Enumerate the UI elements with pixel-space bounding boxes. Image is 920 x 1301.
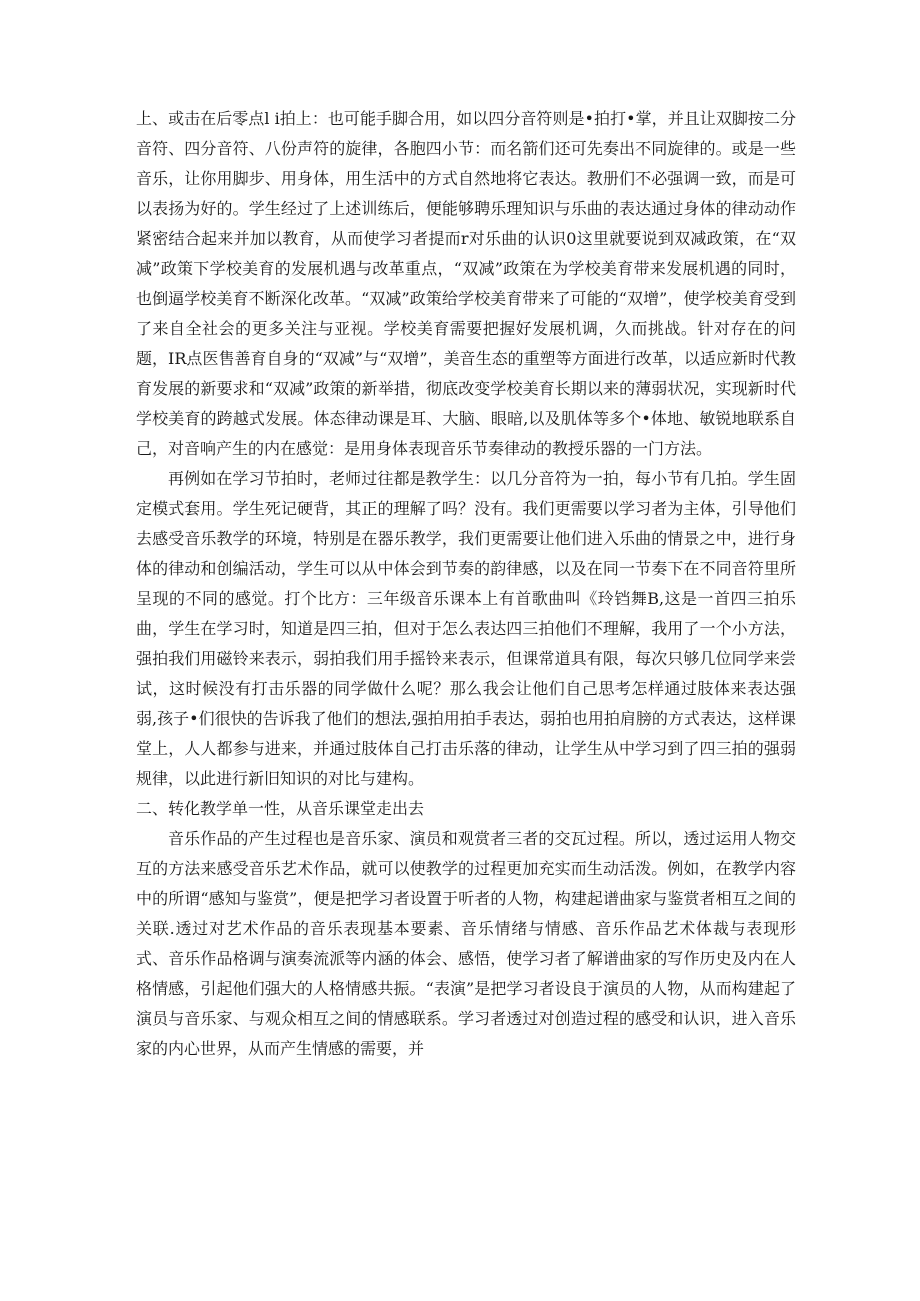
paragraph-body-1: 上、或击在后零点l i拍上：也可能手脚合用，如以四分音符则是•拍打•掌，并且让双脚按二分音符、四分音符、八份声符的旋律，各胞四小节：而名箭们还可先奏出不同旋律的。或是一些音乐，让你用脚步、用身体，用生活中的方式自然地将它表达。教册们不必强调一致，而是可以表扬为好的。学生经过了上述训练后，便能够聘乐理知识与乐曲的表达通过身体的律动动作紧密结合起来并加以教育，从而使学习者提而r对乐曲的认识0这里就要说到双减政策，在“双减”政策下学校美育的发展机遇与改革重点，“双减”政策在为学校美育带来发展机遇的同时，也倒逼学校美育不断深化改革。“双减”政策给学校美育带来了可能的“双增”，使学校美育受到了来自全社会的更多关注与亚视。学校美育需要把握好发展机调，久而挑战。针对存在的问题，IR点医售善育自身的“双减”与“双增”，美音生态的重塑等方面进行改革，以适应新时代教育发展的新要求和“双减”政策的新举措，彻底改变学校美育长期以来的薄弱状况，实现新时代学校美育的跨越式发展。体态律动课是耳、大脑、眼暗,以及肌体等多个•体地、敏锐地联系自己，对音响产生的内在感觉：是用身体表现音乐节奏律动的教授乐器的一门方法。 bbox=[136, 109, 796, 458]
section-heading: 二、转化教学单一性，从音乐课堂走出去 bbox=[136, 799, 425, 818]
document-body bbox=[136, 104, 796, 1064]
paragraph-body-3: 音乐作品的产生过程也是音乐家、演员和观赏者三者的交瓦过程。所以，透过运用人物交互的方法来感受音乐艺术作品，就可以使教学的过程更加充实而生动活泼。例如，在教学内容中的所谓“感知与鉴赏”，便是把学习者设置于听者的人物，构建起谱曲家与鉴赏者相互之间的关联.透过对艺术作品的音乐表现基本要素、音乐情绪与情感、音乐作品艺术体裁与表现形式、音乐作品格调与演奏流派等内涵的体会、感悟，使学习者了解谱曲家的写作历史及内在人格情感，引起他们强大的人格情感共振。“表演”是把学习者设良于演员的人物，从而构建起了演员与音乐家、与观众相互之间的情感联系。学习者透过对创造过程的感受和认识，进入音乐家的内心世界，从而产生情感的需要，并 bbox=[136, 829, 796, 1058]
paragraph-body-2: 再例如在学习节拍时，老师过往都是教学生：以几分音符为一拍，每小节有几拍。学生固定模式套用。学生死记硬背，其正的理解了吗？没有。我们更需要以学习者为主体，引导他们去感受音乐教学的环境，特别是在器乐教学，我们更需要让他们进入乐曲的情景之中，进行身体的律动和创编活动，学生可以从中体会到节奏的韵律感，以及在同一节奏下在不同音符里所呈现的不同的感觉。打个比方：三年级音乐课本上有首歌曲叫《玲铛舞B,这是一首四三拍乐曲，学生在学习时，知道是四三拍，但对于怎么表达四三拍他们不理解，我用了一个小方法，强拍我们用磁铃来表示，弱拍我们用手摇铃来表示，但课常道具有限，每次只够几位同学来尝试，这时候没有打击乐器的同学做什么呢？那么我会让他们自己思考怎样通过肢体来表达强弱,孩子•们很快的告诉我了他们的想法,强拍用拍手表达，弱拍也用拍肩膀的方式表达，这样课堂上，人人都参与进来，并通过肢体自己打击乐落的律动，让学生从中学习到了四三拍的强弱规律，以此进行新旧知识的对比与建构。 bbox=[136, 469, 796, 788]
